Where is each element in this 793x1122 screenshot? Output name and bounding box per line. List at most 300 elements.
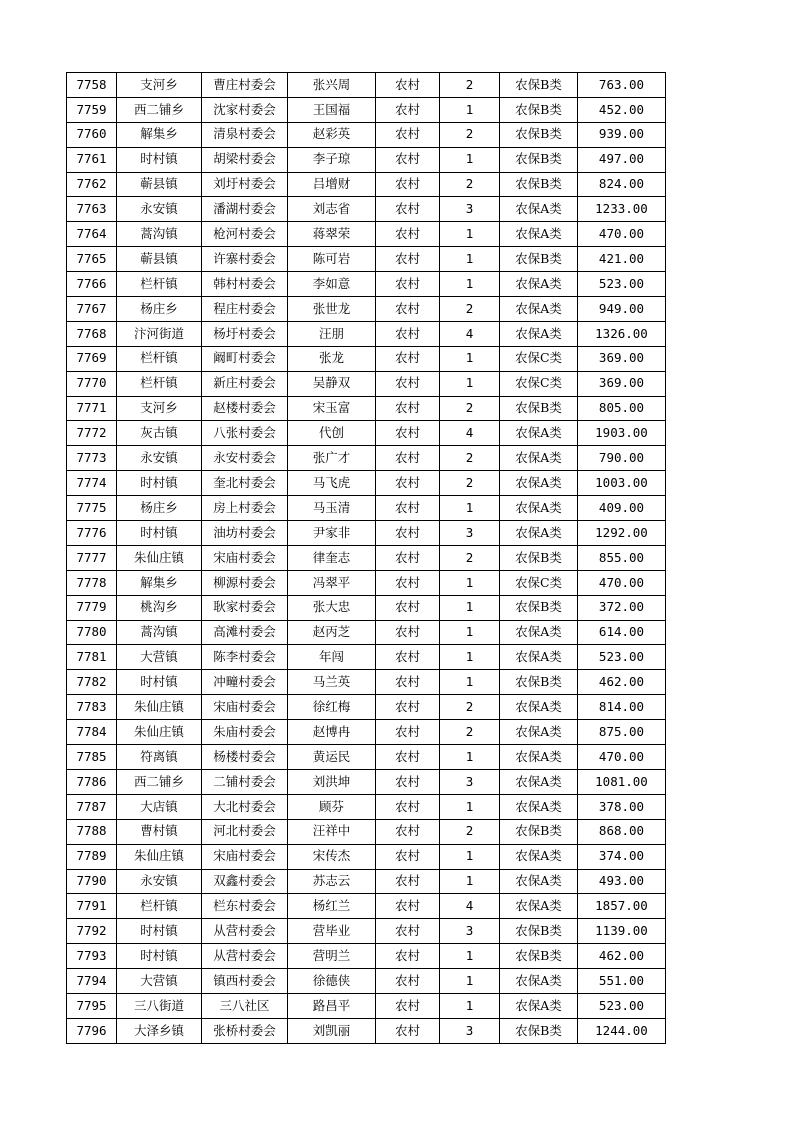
table-row — [67, 869, 666, 894]
area-type-cell: 农村 — [376, 247, 440, 272]
name-cell: 营明兰 — [288, 944, 376, 969]
village-cell: 陈李村委会 — [202, 645, 288, 670]
village-cell: 潘湖村委会 — [202, 197, 288, 222]
name-cell: 冯翠平 — [288, 570, 376, 595]
area-type-cell: 农村 — [376, 97, 440, 122]
table-row — [67, 147, 666, 172]
township-cell: 时村镇 — [117, 147, 202, 172]
name-cell: 马飞虎 — [288, 471, 376, 496]
township-cell: 大营镇 — [117, 969, 202, 994]
row-id-cell: 7772 — [67, 421, 117, 446]
area-type-cell: 农村 — [376, 645, 440, 670]
table-body — [67, 73, 666, 1044]
township-cell: 时村镇 — [117, 919, 202, 944]
village-cell: 房上村委会 — [202, 496, 288, 521]
household-size-cell: 1 — [440, 247, 500, 272]
row-id-cell: 7763 — [67, 197, 117, 222]
table-row — [67, 496, 666, 521]
household-size-cell: 1 — [440, 147, 500, 172]
row-id-cell: 7788 — [67, 819, 117, 844]
household-size-cell: 2 — [440, 720, 500, 745]
data-table — [66, 72, 666, 1044]
amount-cell: 1903.00 — [578, 421, 666, 446]
village-cell: 杨楼村委会 — [202, 745, 288, 770]
amount-cell: 1081.00 — [578, 769, 666, 794]
area-type-cell: 农村 — [376, 496, 440, 521]
township-cell: 杨庄乡 — [117, 496, 202, 521]
amount-cell: 614.00 — [578, 620, 666, 645]
village-cell: 许寨村委会 — [202, 247, 288, 272]
table-row — [67, 670, 666, 695]
village-cell: 高滩村委会 — [202, 620, 288, 645]
row-id-cell: 7773 — [67, 446, 117, 471]
name-cell: 蒋翠荣 — [288, 222, 376, 247]
name-cell: 汪祥中 — [288, 819, 376, 844]
table-row — [67, 222, 666, 247]
amount-cell: 1139.00 — [578, 919, 666, 944]
name-cell: 苏志云 — [288, 869, 376, 894]
area-type-cell: 农村 — [376, 446, 440, 471]
name-cell: 刘志省 — [288, 197, 376, 222]
name-cell: 路昌平 — [288, 993, 376, 1018]
village-cell: 新庄村委会 — [202, 371, 288, 396]
insurance-category-cell: 农保A类 — [500, 297, 578, 322]
row-id-cell: 7790 — [67, 869, 117, 894]
area-type-cell: 农村 — [376, 197, 440, 222]
row-id-cell: 7785 — [67, 745, 117, 770]
area-type-cell: 农村 — [376, 670, 440, 695]
village-cell: 永安村委会 — [202, 446, 288, 471]
insurance-category-cell: 农保B类 — [500, 819, 578, 844]
name-cell: 李如意 — [288, 272, 376, 297]
township-cell: 时村镇 — [117, 944, 202, 969]
name-cell: 吕增财 — [288, 172, 376, 197]
row-id-cell: 7766 — [67, 272, 117, 297]
table-row — [67, 521, 666, 546]
village-cell: 河北村委会 — [202, 819, 288, 844]
amount-cell: 551.00 — [578, 969, 666, 994]
insurance-category-cell: 农保A类 — [500, 894, 578, 919]
amount-cell: 763.00 — [578, 73, 666, 98]
township-cell: 时村镇 — [117, 521, 202, 546]
amount-cell: 374.00 — [578, 844, 666, 869]
village-cell: 三八社区 — [202, 993, 288, 1018]
area-type-cell: 农村 — [376, 794, 440, 819]
table-row — [67, 745, 666, 770]
row-id-cell: 7774 — [67, 471, 117, 496]
insurance-category-cell: 农保A类 — [500, 321, 578, 346]
insurance-category-cell: 农保A类 — [500, 695, 578, 720]
household-size-cell: 2 — [440, 172, 500, 197]
table-row — [67, 695, 666, 720]
area-type-cell: 农村 — [376, 521, 440, 546]
amount-cell: 939.00 — [578, 122, 666, 147]
household-size-cell: 1 — [440, 222, 500, 247]
village-cell: 清泉村委会 — [202, 122, 288, 147]
insurance-category-cell: 农保A类 — [500, 993, 578, 1018]
household-size-cell: 1 — [440, 595, 500, 620]
township-cell: 蕲县镇 — [117, 247, 202, 272]
village-cell: 栏东村委会 — [202, 894, 288, 919]
household-size-cell: 2 — [440, 446, 500, 471]
area-type-cell: 农村 — [376, 371, 440, 396]
table-row — [67, 819, 666, 844]
amount-cell: 493.00 — [578, 869, 666, 894]
household-size-cell: 1 — [440, 570, 500, 595]
township-cell: 支河乡 — [117, 73, 202, 98]
table-row — [67, 471, 666, 496]
amount-cell: 814.00 — [578, 695, 666, 720]
name-cell: 赵彩英 — [288, 122, 376, 147]
row-id-cell: 7792 — [67, 919, 117, 944]
name-cell: 黄运民 — [288, 745, 376, 770]
amount-cell: 409.00 — [578, 496, 666, 521]
household-size-cell: 2 — [440, 73, 500, 98]
name-cell: 顾芬 — [288, 794, 376, 819]
row-id-cell: 7780 — [67, 620, 117, 645]
area-type-cell: 农村 — [376, 745, 440, 770]
amount-cell: 875.00 — [578, 720, 666, 745]
table-row — [67, 73, 666, 98]
row-id-cell: 7765 — [67, 247, 117, 272]
area-type-cell: 农村 — [376, 620, 440, 645]
table-row — [67, 645, 666, 670]
township-cell: 栏杆镇 — [117, 346, 202, 371]
amount-cell: 1326.00 — [578, 321, 666, 346]
name-cell: 张大忠 — [288, 595, 376, 620]
insurance-category-cell: 农保A类 — [500, 272, 578, 297]
household-size-cell: 1 — [440, 745, 500, 770]
name-cell: 刘洪坤 — [288, 769, 376, 794]
table-row — [67, 197, 666, 222]
row-id-cell: 7767 — [67, 297, 117, 322]
village-cell: 胡梁村委会 — [202, 147, 288, 172]
village-cell: 宋庙村委会 — [202, 695, 288, 720]
area-type-cell: 农村 — [376, 769, 440, 794]
amount-cell: 372.00 — [578, 595, 666, 620]
area-type-cell: 农村 — [376, 297, 440, 322]
amount-cell: 470.00 — [578, 222, 666, 247]
table-row — [67, 396, 666, 421]
name-cell: 张世龙 — [288, 297, 376, 322]
area-type-cell: 农村 — [376, 272, 440, 297]
table-row — [67, 969, 666, 994]
village-cell: 枪河村委会 — [202, 222, 288, 247]
row-id-cell: 7777 — [67, 545, 117, 570]
household-size-cell: 1 — [440, 869, 500, 894]
area-type-cell: 农村 — [376, 844, 440, 869]
township-cell: 朱仙庄镇 — [117, 844, 202, 869]
table-row — [67, 993, 666, 1018]
name-cell: 宋传杰 — [288, 844, 376, 869]
area-type-cell: 农村 — [376, 595, 440, 620]
insurance-category-cell: 农保A类 — [500, 446, 578, 471]
row-id-cell: 7781 — [67, 645, 117, 670]
household-size-cell: 3 — [440, 769, 500, 794]
area-type-cell: 农村 — [376, 993, 440, 1018]
village-cell: 双鑫村委会 — [202, 869, 288, 894]
amount-cell: 805.00 — [578, 396, 666, 421]
household-size-cell: 2 — [440, 545, 500, 570]
table-row — [67, 794, 666, 819]
township-cell: 解集乡 — [117, 570, 202, 595]
township-cell: 永安镇 — [117, 446, 202, 471]
village-cell: 冲疃村委会 — [202, 670, 288, 695]
household-size-cell: 1 — [440, 670, 500, 695]
township-cell: 西二铺乡 — [117, 769, 202, 794]
table-row — [67, 769, 666, 794]
name-cell: 吴静双 — [288, 371, 376, 396]
insurance-category-cell: 农保B类 — [500, 1018, 578, 1043]
insurance-category-cell: 农保B类 — [500, 545, 578, 570]
amount-cell: 369.00 — [578, 346, 666, 371]
insurance-category-cell: 农保A类 — [500, 496, 578, 521]
name-cell: 营毕业 — [288, 919, 376, 944]
township-cell: 支河乡 — [117, 396, 202, 421]
amount-cell: 1857.00 — [578, 894, 666, 919]
insurance-category-cell: 农保A类 — [500, 844, 578, 869]
insurance-category-cell: 农保A类 — [500, 521, 578, 546]
amount-cell: 949.00 — [578, 297, 666, 322]
insurance-category-cell: 农保C类 — [500, 570, 578, 595]
household-size-cell: 2 — [440, 695, 500, 720]
village-cell: 柳源村委会 — [202, 570, 288, 595]
village-cell: 二铺村委会 — [202, 769, 288, 794]
row-id-cell: 7782 — [67, 670, 117, 695]
name-cell: 马兰英 — [288, 670, 376, 695]
insurance-category-cell: 农保A类 — [500, 222, 578, 247]
township-cell: 蕲县镇 — [117, 172, 202, 197]
table-row — [67, 1018, 666, 1043]
row-id-cell: 7762 — [67, 172, 117, 197]
row-id-cell: 7795 — [67, 993, 117, 1018]
household-size-cell: 4 — [440, 421, 500, 446]
township-cell: 时村镇 — [117, 471, 202, 496]
insurance-category-cell: 农保B类 — [500, 73, 578, 98]
area-type-cell: 农村 — [376, 919, 440, 944]
household-size-cell: 1 — [440, 993, 500, 1018]
name-cell: 代创 — [288, 421, 376, 446]
area-type-cell: 农村 — [376, 869, 440, 894]
insurance-category-cell: 农保B类 — [500, 944, 578, 969]
name-cell: 赵丙芝 — [288, 620, 376, 645]
row-id-cell: 7770 — [67, 371, 117, 396]
row-id-cell: 7776 — [67, 521, 117, 546]
insurance-category-cell: 农保C类 — [500, 346, 578, 371]
amount-cell: 421.00 — [578, 247, 666, 272]
township-cell: 朱仙庄镇 — [117, 720, 202, 745]
area-type-cell: 农村 — [376, 969, 440, 994]
name-cell: 王国福 — [288, 97, 376, 122]
household-size-cell: 4 — [440, 894, 500, 919]
name-cell: 尹家非 — [288, 521, 376, 546]
township-cell: 灰古镇 — [117, 421, 202, 446]
amount-cell: 497.00 — [578, 147, 666, 172]
row-id-cell: 7759 — [67, 97, 117, 122]
township-cell: 蒿沟镇 — [117, 222, 202, 247]
name-cell: 杨红兰 — [288, 894, 376, 919]
row-id-cell: 7768 — [67, 321, 117, 346]
amount-cell: 369.00 — [578, 371, 666, 396]
row-id-cell: 7783 — [67, 695, 117, 720]
insurance-category-cell: 农保A类 — [500, 794, 578, 819]
household-size-cell: 1 — [440, 272, 500, 297]
area-type-cell: 农村 — [376, 894, 440, 919]
township-cell: 永安镇 — [117, 869, 202, 894]
village-cell: 大北村委会 — [202, 794, 288, 819]
table-row — [67, 919, 666, 944]
township-cell: 时村镇 — [117, 670, 202, 695]
household-size-cell: 4 — [440, 321, 500, 346]
village-cell: 杨圩村委会 — [202, 321, 288, 346]
table-row — [67, 97, 666, 122]
insurance-category-cell: 农保B类 — [500, 670, 578, 695]
village-cell: 朱庙村委会 — [202, 720, 288, 745]
household-size-cell: 2 — [440, 396, 500, 421]
household-size-cell: 1 — [440, 944, 500, 969]
name-cell: 徐德侠 — [288, 969, 376, 994]
name-cell: 汪朋 — [288, 321, 376, 346]
insurance-category-cell: 农保B类 — [500, 247, 578, 272]
area-type-cell: 农村 — [376, 321, 440, 346]
household-size-cell: 1 — [440, 97, 500, 122]
table-row — [67, 595, 666, 620]
area-type-cell: 农村 — [376, 73, 440, 98]
row-id-cell: 7796 — [67, 1018, 117, 1043]
table-row — [67, 446, 666, 471]
area-type-cell: 农村 — [376, 222, 440, 247]
village-cell: 从营村委会 — [202, 919, 288, 944]
table-row — [67, 247, 666, 272]
area-type-cell: 农村 — [376, 944, 440, 969]
village-cell: 张桥村委会 — [202, 1018, 288, 1043]
amount-cell: 378.00 — [578, 794, 666, 819]
insurance-category-cell: 农保C类 — [500, 371, 578, 396]
area-type-cell: 农村 — [376, 720, 440, 745]
village-cell: 从营村委会 — [202, 944, 288, 969]
table-row — [67, 620, 666, 645]
village-cell: 油坊村委会 — [202, 521, 288, 546]
table-row — [67, 297, 666, 322]
table-row — [67, 172, 666, 197]
insurance-category-cell: 农保A类 — [500, 745, 578, 770]
household-size-cell: 2 — [440, 122, 500, 147]
township-cell: 西二铺乡 — [117, 97, 202, 122]
name-cell: 张龙 — [288, 346, 376, 371]
area-type-cell: 农村 — [376, 819, 440, 844]
table-row — [67, 720, 666, 745]
township-cell: 朱仙庄镇 — [117, 545, 202, 570]
insurance-category-cell: 农保B类 — [500, 122, 578, 147]
row-id-cell: 7779 — [67, 595, 117, 620]
area-type-cell: 农村 — [376, 147, 440, 172]
name-cell: 刘凯丽 — [288, 1018, 376, 1043]
amount-cell: 523.00 — [578, 272, 666, 297]
township-cell: 杨庄乡 — [117, 297, 202, 322]
township-cell: 大营镇 — [117, 645, 202, 670]
insurance-category-cell: 农保B类 — [500, 595, 578, 620]
insurance-category-cell: 农保A类 — [500, 421, 578, 446]
row-id-cell: 7771 — [67, 396, 117, 421]
insurance-category-cell: 农保A类 — [500, 471, 578, 496]
village-cell: 耿家村委会 — [202, 595, 288, 620]
area-type-cell: 农村 — [376, 346, 440, 371]
table-row — [67, 545, 666, 570]
insurance-category-cell: 农保A类 — [500, 620, 578, 645]
table-row — [67, 272, 666, 297]
row-id-cell: 7758 — [67, 73, 117, 98]
row-id-cell: 7784 — [67, 720, 117, 745]
row-id-cell: 7775 — [67, 496, 117, 521]
household-size-cell: 3 — [440, 919, 500, 944]
village-cell: 宋庙村委会 — [202, 545, 288, 570]
row-id-cell: 7760 — [67, 122, 117, 147]
name-cell: 陈可岩 — [288, 247, 376, 272]
insurance-category-cell: 农保A类 — [500, 645, 578, 670]
amount-cell: 855.00 — [578, 545, 666, 570]
village-cell: 韩村村委会 — [202, 272, 288, 297]
household-size-cell: 1 — [440, 645, 500, 670]
insurance-category-cell: 农保B类 — [500, 919, 578, 944]
village-cell: 刘圩村委会 — [202, 172, 288, 197]
household-size-cell: 1 — [440, 346, 500, 371]
village-cell: 沈家村委会 — [202, 97, 288, 122]
row-id-cell: 7761 — [67, 147, 117, 172]
township-cell: 大店镇 — [117, 794, 202, 819]
area-type-cell: 农村 — [376, 172, 440, 197]
amount-cell: 462.00 — [578, 670, 666, 695]
amount-cell: 523.00 — [578, 645, 666, 670]
township-cell: 桃沟乡 — [117, 595, 202, 620]
village-cell: 奎北村委会 — [202, 471, 288, 496]
amount-cell: 1003.00 — [578, 471, 666, 496]
township-cell: 大泽乡镇 — [117, 1018, 202, 1043]
village-cell: 赵楼村委会 — [202, 396, 288, 421]
table-row — [67, 944, 666, 969]
household-size-cell: 3 — [440, 197, 500, 222]
area-type-cell: 农村 — [376, 545, 440, 570]
village-cell: 八张村委会 — [202, 421, 288, 446]
row-id-cell: 7769 — [67, 346, 117, 371]
amount-cell: 462.00 — [578, 944, 666, 969]
table-row — [67, 122, 666, 147]
village-cell: 镇西村委会 — [202, 969, 288, 994]
area-type-cell: 农村 — [376, 695, 440, 720]
table-row — [67, 894, 666, 919]
village-cell: 曹庄村委会 — [202, 73, 288, 98]
amount-cell: 790.00 — [578, 446, 666, 471]
table-row — [67, 844, 666, 869]
insurance-category-cell: 农保B类 — [500, 172, 578, 197]
name-cell: 张广才 — [288, 446, 376, 471]
insurance-category-cell: 农保A类 — [500, 969, 578, 994]
insurance-category-cell: 农保B类 — [500, 147, 578, 172]
row-id-cell: 7794 — [67, 969, 117, 994]
household-size-cell: 3 — [440, 1018, 500, 1043]
amount-cell: 1244.00 — [578, 1018, 666, 1043]
name-cell: 赵博冉 — [288, 720, 376, 745]
township-cell: 汴河街道 — [117, 321, 202, 346]
township-cell: 栏杆镇 — [117, 371, 202, 396]
name-cell: 律奎志 — [288, 545, 376, 570]
township-cell: 三八街道 — [117, 993, 202, 1018]
amount-cell: 1233.00 — [578, 197, 666, 222]
insurance-category-cell: 农保A类 — [500, 769, 578, 794]
row-id-cell: 7786 — [67, 769, 117, 794]
village-cell: 程庄村委会 — [202, 297, 288, 322]
township-cell: 曹村镇 — [117, 819, 202, 844]
township-cell: 蒿沟镇 — [117, 620, 202, 645]
